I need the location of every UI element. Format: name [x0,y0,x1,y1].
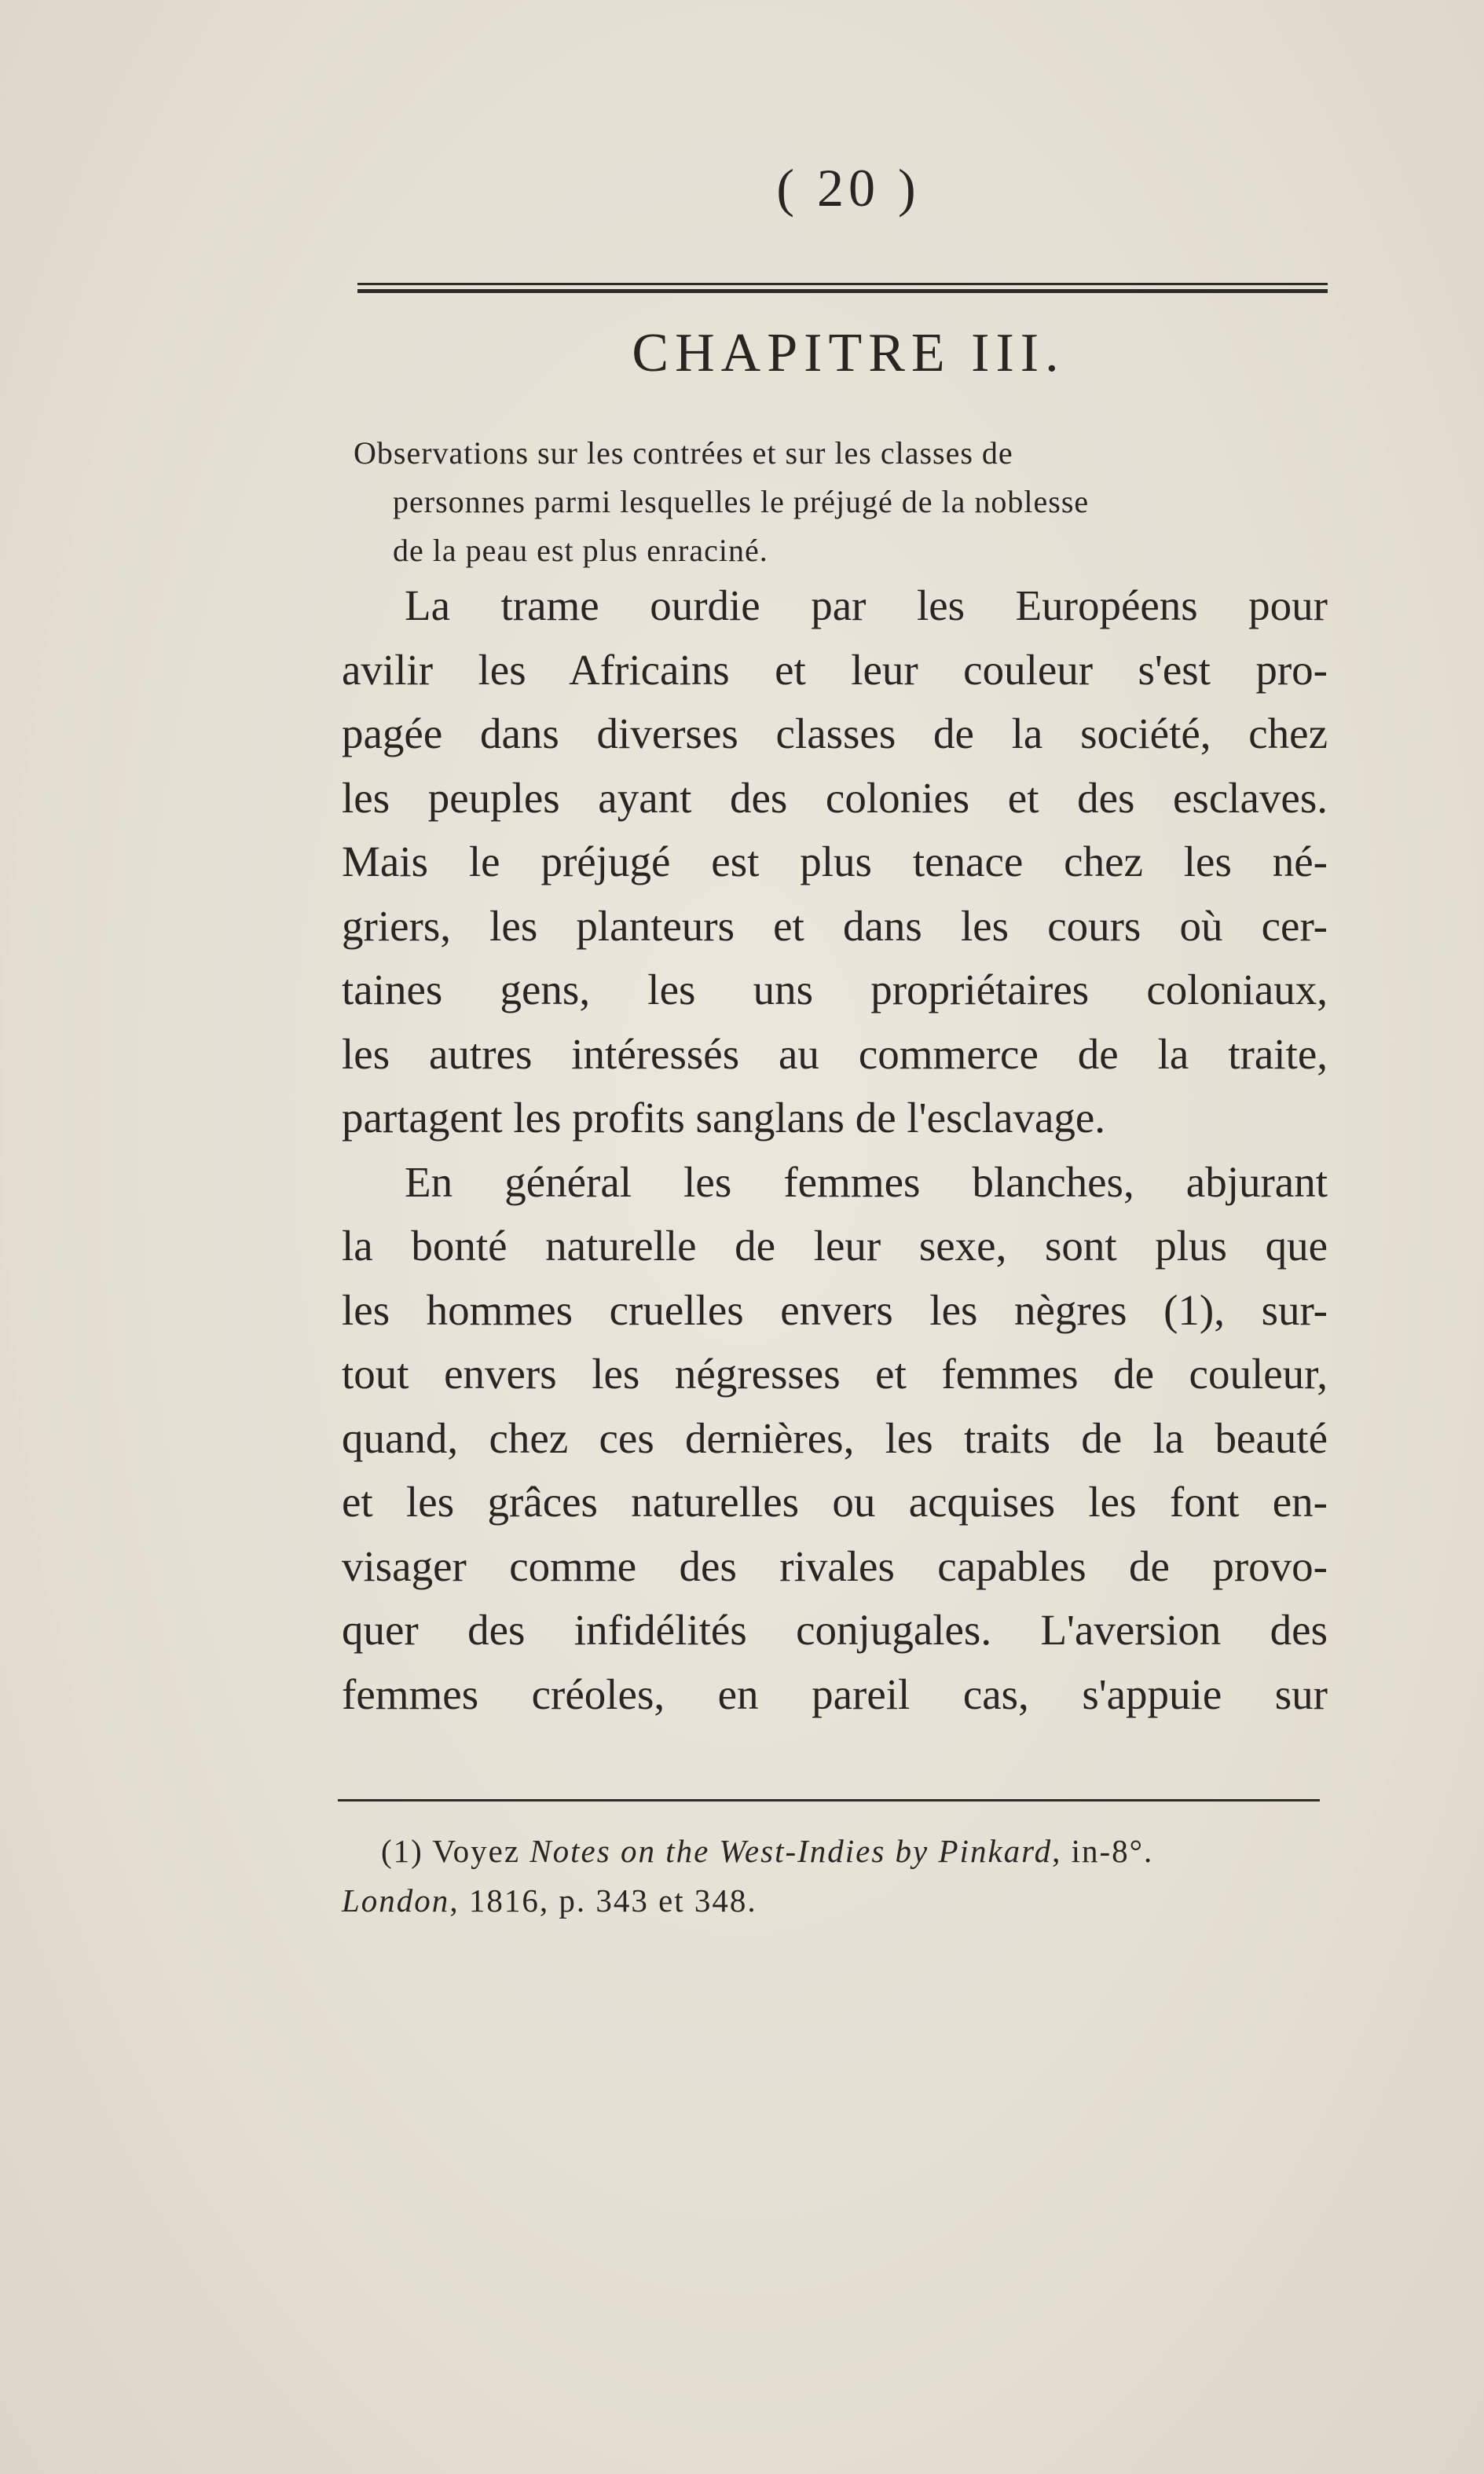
chapter-title: CHAPITRE III. [632,323,1065,383]
footnote-source-title: Notes on the West-Indies by Pinkard [529,1833,1053,1869]
body-line: taines gens, les uns propriétaires coloniaux, [342,966,1328,1013]
footnote-prefix: (1) Voyez [381,1833,530,1869]
body-line: les peuples ayant des colonies et des esclaves. [342,773,1328,822]
body-line: visager comme des rivales capables de provo- [342,1541,1328,1590]
body-line: pagée dans diverses classes de la société, chez [342,709,1328,757]
body-line: La trame ourdie par les Européens pour [405,581,1328,629]
body-line: avilir les Africains et leur couleur s'est pro- [342,645,1328,694]
body-line: partagent les profits sanglans de l'esclavage. [342,1094,1106,1142]
body-line: tout envers les négresses et femmes de couleur, [342,1350,1328,1398]
chapter-header-rule [357,283,1328,292]
body-line: quer des infidélités conjugales. L'aversion des [342,1606,1328,1654]
body-line: les hommes cruelles envers les nègres (1), sur- [342,1285,1328,1334]
body-line: griers, les planteurs et dans les cours où cer- [342,901,1328,950]
footnote-line [342,1827,1328,1876]
footnote-pages: , 1816, p. 343 et 348. [449,1882,757,1919]
body-line: En général les femmes blanches, abjurant [405,1157,1328,1206]
footnote-place: London [342,1882,450,1919]
body-line: Mais le préjugé est plus tenace chez les né- [342,837,1328,885]
summary-line: Observations sur les contrées et sur les classes de [354,435,1013,471]
chapter-summary [354,429,1328,575]
body-line: la bonté naturelle de leur sexe, sont plus que [342,1222,1328,1270]
body-line: et les grâces naturelles ou acquises les font en- [342,1478,1328,1526]
body-line: les autres intéressés au commerce de la traite, [342,1029,1328,1078]
summary-line: personnes parmi lesquelles le préjugé de la noblesse [393,484,1090,519]
page-number: ( 20 ) [776,158,921,218]
footnote-line [342,1876,1328,1926]
body-text [342,574,1328,1726]
footnote-format: , in-8°. [1052,1833,1154,1869]
summary-line: de la peau est plus enraciné. [393,533,768,568]
body-line: quand, chez ces dernières, les traits de la beauté [342,1413,1328,1462]
footnote [342,1827,1328,1926]
footnote-rule [338,1799,1320,1801]
body-line: femmes créoles, en pareil cas, s'appuie sur [342,1669,1328,1718]
